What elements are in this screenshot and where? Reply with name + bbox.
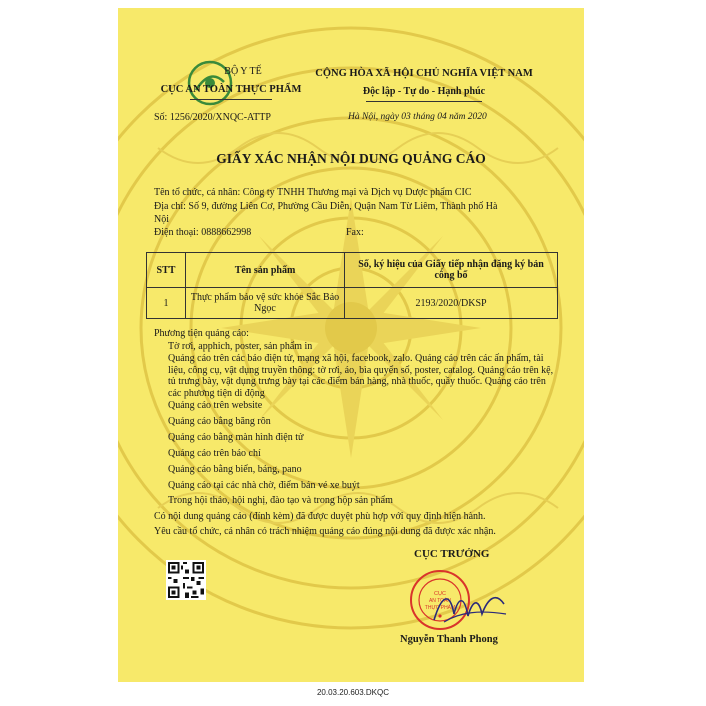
- header-registration: Số, ký hiệu của Giấy tiếp nhận đăng ký bản công bố: [345, 253, 558, 288]
- svg-text:CỤC: CỤC: [434, 591, 446, 597]
- org-name-line: Tên tổ chức, cá nhân: Công ty TNHH Thương mại và Dịch vụ Dược phẩm CIC: [154, 187, 472, 198]
- qr-code: [166, 560, 206, 600]
- row-product: Thực phẩm bảo vệ sức khỏe Sắc Bảo Ngọc: [186, 288, 345, 319]
- media-item-banner: Quảng cáo bằng băng rôn: [168, 416, 271, 427]
- footer-code: 20.03.20.603.DKQC: [316, 688, 390, 697]
- media-item-press: Quảng cáo trên báo chí: [168, 448, 261, 459]
- handwritten-signature: [430, 584, 510, 628]
- media-heading: Phương tiện quảng cáo:: [154, 328, 249, 339]
- media-item-billboard: Quảng cáo bằng biển, bảng, pano: [168, 464, 302, 475]
- org-phone: Điện thoại: 0888662998: [154, 227, 252, 238]
- agency-name: CỤC AN TOÀN THỰC PHẨM: [160, 84, 302, 95]
- product-table: [146, 252, 558, 319]
- svg-text:THỰC PHẨM: THỰC PHẨM: [424, 605, 456, 611]
- document-title: GIẤY XÁC NHẬN NỘI DUNG QUẢNG CÁO: [216, 151, 486, 166]
- row-registration: 2193/2020/DKSP: [345, 288, 558, 319]
- media-item-screen: Quảng cáo bằng màn hình điện tử: [168, 432, 304, 443]
- org-fax: Fax:: [346, 227, 364, 238]
- responsibility-statement: Yêu cầu tổ chức, cá nhân có trách nhiệm quảng cáo đúng nội dung đã được xác nhận.: [154, 526, 496, 537]
- republic-name: CỘNG HÒA XÃ HỘI CHỦ NGHĨA VIỆT NAM: [315, 68, 533, 79]
- media-item-print: Tờ rơi, apphich, poster, sản phẩm in: [168, 341, 313, 352]
- motto-underline: [366, 101, 482, 102]
- header-stt: STT: [147, 253, 186, 288]
- media-item-website: Quảng cáo trên website: [168, 400, 263, 411]
- document-number: Số: 1256/2020/XNQC-ATTP: [154, 112, 271, 123]
- media-item-digital: Quảng cáo trên các báo điện tử, mạng xã hội, facebook, zalo. Quảng cáo trên các ấn phẩm, tài liệu, công cụ, vật dụng truyền thông: tờ rơi, áo, bìa quyển sổ, poster, catalog. Quảng cáo trên kệ, tủ trưng bày, vật dụng trưng bày tại các điểm bán hàng, nhà thuốc, quầy thuốc. Quảng cáo trên các phương tiện di động: [168, 353, 554, 399]
- approval-statement: Có nội dung quảng cáo (đính kèm) đã được duyệt phù hợp với quy định hiện hành.: [154, 511, 486, 522]
- org-address-line-2: Nội: [154, 214, 169, 225]
- table-row: [147, 288, 558, 319]
- national-motto: Độc lập - Tự do - Hạnh phúc: [362, 86, 486, 97]
- ministry-name: BỘ Y TẾ: [224, 66, 262, 77]
- org-address-line-1: Địa chỉ: Số 9, đường Liên Cơ, Phường Cầu Diễn, Quận Nam Từ Liêm, Thành phố Hà: [154, 201, 498, 212]
- media-item-bus-stop: Quảng cáo tại các nhà chờ, điểm bán vé xe buýt: [168, 480, 360, 491]
- table-header-row: [147, 253, 558, 288]
- signer-name: Nguyễn Thanh Phong: [400, 634, 498, 645]
- svg-text:AN TOÀN: AN TOÀN: [428, 598, 452, 604]
- media-item-events: Trong hội thảo, hội nghị, đào tạo và trong hộp sản phẩm: [168, 495, 393, 506]
- agency-underline: [190, 99, 272, 100]
- header-product: Tên sản phẩm: [186, 253, 345, 288]
- certificate-paper: [118, 8, 584, 682]
- issue-date: Hà Nội, ngày 03 tháng 04 năm 2020: [348, 112, 487, 122]
- signer-position: CỤC TRƯỞNG: [414, 548, 490, 560]
- row-stt: 1: [147, 288, 186, 319]
